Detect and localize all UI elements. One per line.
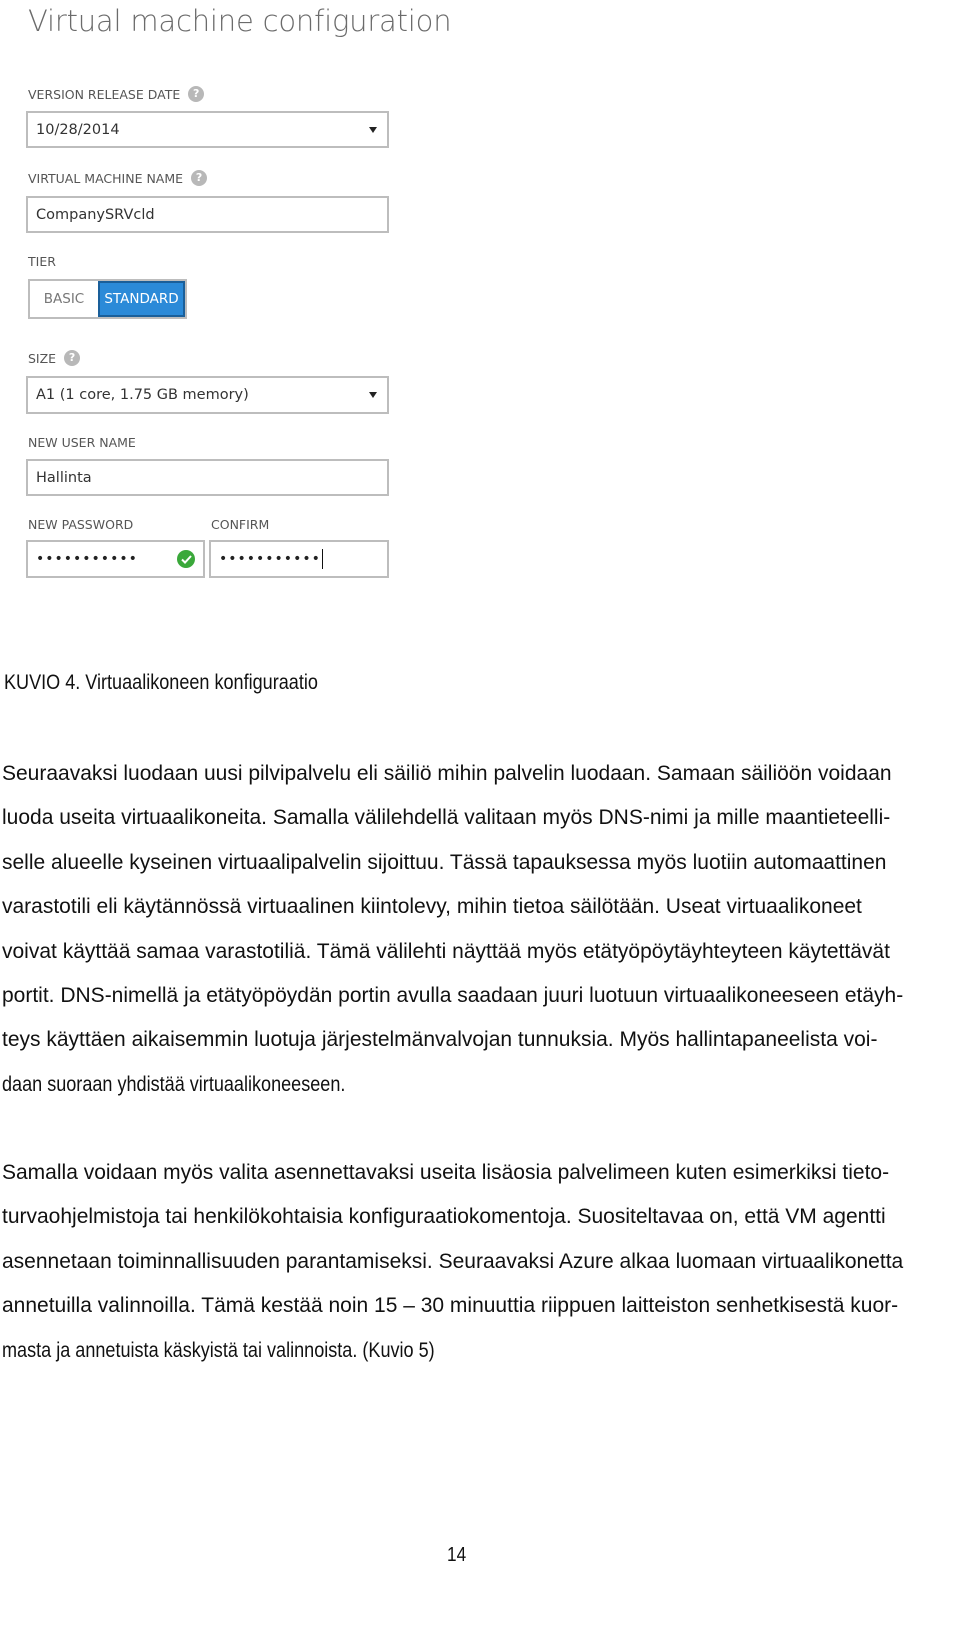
paragraph-1-line [2, 841, 918, 885]
paragraph-2-line-text: masta ja annetuista käskyistä tai valinnoista. (Kuvio 5) [2, 1338, 435, 1362]
chevron-down-icon [369, 392, 377, 398]
paragraph-2-line [2, 1151, 918, 1195]
page-number: 14 [447, 1544, 467, 1566]
version-release-date-label-text: VERSION RELEASE DATE [28, 86, 181, 102]
new-password-masked-value: ••••••••••• [36, 551, 138, 567]
paragraph-1-line [2, 1063, 918, 1107]
paragraph-2-line-text: Samalla voidaan myös valita asennettavaksi useita lisäosia palvelimeen kuten esimerkiksi tieto- [2, 1161, 890, 1184]
tier-basic-button[interactable]: BASIC [30, 281, 98, 317]
text-cursor [322, 549, 323, 569]
new-user-name-label-text: NEW USER NAME [28, 435, 136, 450]
paragraph-2-line [2, 1240, 918, 1284]
paragraph-1-line-text: daan suoraan yhdistää virtuaalikoneeseen. [2, 1072, 346, 1096]
paragraph-2-line [2, 1195, 918, 1239]
question-circle-icon[interactable]: ? [188, 86, 204, 102]
tier-label-text: TIER [28, 254, 56, 269]
new-user-name-label [28, 435, 136, 450]
paragraph-1-line [2, 974, 918, 1018]
paragraph-2-line-text: annetuilla valinnoilla. Tämä kestää noin 15 – 30 minuuttia riippuen laitteiston senhetkisestä kuor- [2, 1294, 899, 1318]
form-title: Virtual machine configuration [28, 4, 452, 38]
confirm-label [211, 517, 269, 532]
paragraph-1-line [2, 796, 918, 840]
version-release-date-value: 10/28/2014 [36, 121, 120, 138]
confirm-password-input[interactable] [209, 540, 389, 578]
confirm-password-masked-value: ••••••••••• [219, 551, 321, 567]
paragraph-1-line [2, 885, 918, 929]
paragraph-1-line [2, 752, 918, 796]
size-label-text: SIZE [28, 350, 57, 366]
paragraph-2-line [2, 1284, 918, 1328]
paragraph-1-line-text: portit. DNS-nimellä ja etätyöpöydän portin avulla saadaan juuri luotuun virtuaalikoneeseen etäyh- [2, 983, 904, 1007]
paragraph-2-line [2, 1329, 918, 1373]
paragraph-2-line-text: asennetaan toiminnallisuuden parantamiseksi. Seuraavaksi Azure alkaa luomaan virtuaalikonetta [2, 1249, 904, 1273]
paragraph-1-line-text: luoda useita virtuaalikoneita. Samalla välilehdellä valitaan myös DNS-nimi ja mille maantieteelli- [2, 806, 891, 830]
question-circle-icon[interactable]: ? [191, 170, 207, 186]
virtual-machine-name-label-text: VIRTUAL MACHINE NAME [28, 170, 184, 186]
paragraph-1-line-text: varastotili eli käytännössä virtuaalinen kiintolevy, mihin tietoa säilötään. Useat virtuaalikoneet [2, 895, 862, 919]
new-user-name-value: Hallinta [36, 469, 92, 486]
size-select[interactable] [26, 376, 389, 414]
new-password-label-text: NEW PASSWORD [28, 517, 134, 532]
paragraph-1 [2, 752, 918, 1107]
vm-configuration-form [0, 0, 460, 620]
paragraph-1-line-text: Seuraavaksi luodaan uusi pilvipalvelu eli säiliö mihin palvelin luodaan. Samaan säiliöön voidaan [2, 762, 892, 785]
virtual-machine-name-label [28, 170, 207, 186]
size-label [28, 350, 80, 366]
question-circle-icon[interactable]: ? [64, 350, 80, 366]
version-release-date-select[interactable] [26, 111, 389, 148]
paragraph-2 [2, 1151, 918, 1373]
chevron-down-icon [369, 127, 377, 133]
tier-toggle-group [28, 279, 187, 319]
virtual-machine-name-input[interactable] [26, 196, 389, 233]
new-user-name-input[interactable] [26, 459, 389, 496]
figure-caption: KUVIO 4. Virtuaalikoneen konfiguraatio [4, 671, 318, 694]
new-password-input[interactable] [26, 540, 205, 578]
paragraph-1-line-text: voivat käyttää samaa varastotiliä. Tämä välilehti näyttää myös etätyöpöytäyhteyteen käytettävät [2, 939, 890, 963]
new-password-label [28, 517, 133, 532]
confirm-label-text: CONFIRM [211, 517, 270, 532]
tier-standard-button[interactable]: STANDARD [98, 281, 185, 317]
check-mark-icon [181, 555, 192, 564]
paragraph-1-line-text: teys käyttäen aikaisemmin luotuja järjestelmänvalvojan tunnuksia. Myös hallintapaneelista voi- [2, 1028, 878, 1052]
version-release-date-label [28, 86, 204, 102]
paragraph-1-line-text: selle alueelle kyseinen virtuaalipalvelin sijoittuu. Tässä tapauksessa myös luotiin automaattinen [2, 850, 887, 874]
paragraph-1-line [2, 1018, 918, 1062]
paragraph-1-line [2, 930, 918, 974]
virtual-machine-name-value: CompanySRVcld [36, 206, 155, 223]
tier-label [28, 254, 56, 269]
size-value: A1 (1 core, 1.75 GB memory) [36, 387, 249, 403]
check-circle-icon [177, 550, 195, 568]
paragraph-2-line-text: turvaohjelmistoja tai henkilökohtaisia konfiguraatiokomentoja. Suositeltavaa on, että VM agentti [2, 1205, 886, 1229]
